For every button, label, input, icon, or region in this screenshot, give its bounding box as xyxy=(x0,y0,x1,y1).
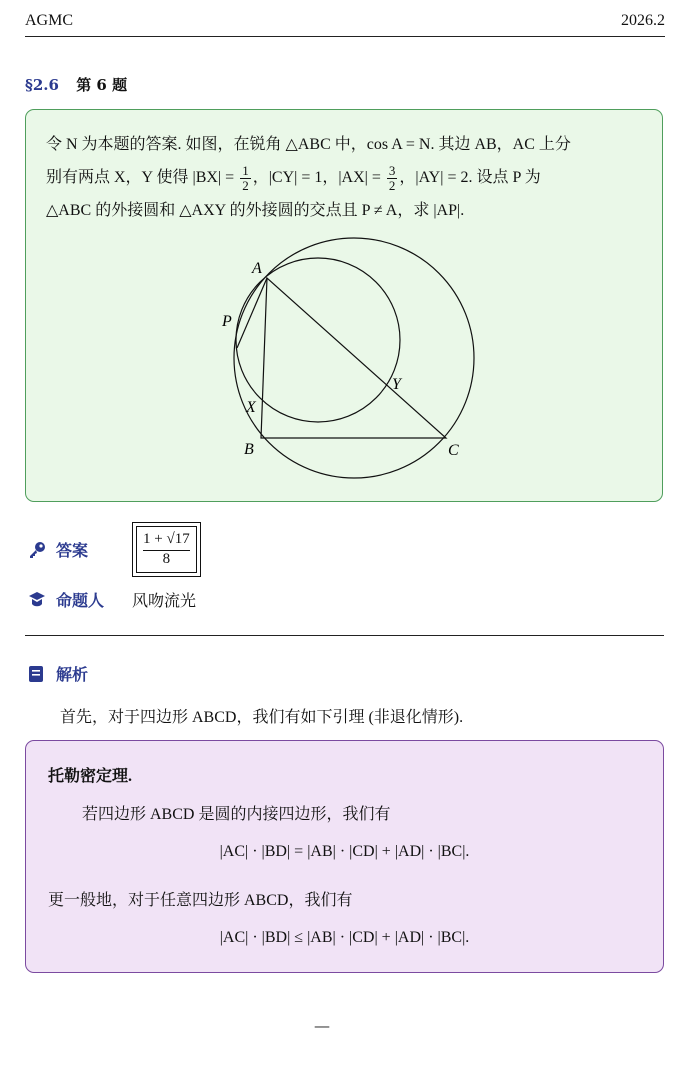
problem-line-2b: ，|CY| = 1，|AX| = xyxy=(252,169,385,186)
problem-line-2a: 别有两点 X，Y 使得 |BX| = xyxy=(46,169,239,186)
author-row xyxy=(28,588,196,611)
book-icon xyxy=(28,665,44,683)
geometry-figure xyxy=(26,110,664,503)
frac-num: 3 xyxy=(388,162,396,178)
divider xyxy=(25,635,664,636)
label-y: Y xyxy=(392,376,401,393)
segment-ap xyxy=(237,278,267,348)
graduation-cap-icon xyxy=(28,591,46,609)
section-heading xyxy=(25,74,127,95)
answer-row xyxy=(28,522,201,577)
analysis-heading xyxy=(28,662,88,685)
header-right: 2026.2 xyxy=(621,12,665,29)
theorem-equation-2: |AC| · |BD| ≤ |AB| · |CD| + |AD| · |BC|. xyxy=(219,929,470,946)
frac-den: 2 xyxy=(388,177,396,193)
answer-box xyxy=(132,522,201,577)
label-a: A xyxy=(252,260,262,277)
page-header xyxy=(25,12,665,37)
label-p: P xyxy=(222,313,232,330)
problem-line-1: 令 N 为本题的答案. 如图，在锐角 △ABC 中，cos A = N. 其边 AB，AC 上分 xyxy=(46,136,571,153)
key-icon xyxy=(28,541,46,559)
problem-box xyxy=(25,109,663,502)
author-name: 风吻流光 xyxy=(132,593,197,610)
theorem-equation-1: |AC| · |BD| = |AB| · |CD| + |AD| · |BC|. xyxy=(219,843,470,860)
section-number: §2.6 xyxy=(25,76,59,94)
frac-den: 2 xyxy=(242,177,249,193)
label-c: C xyxy=(448,442,459,459)
problem-line-2c: ，|AY| = 2. 设点 P 为 xyxy=(399,169,541,186)
analysis-label: 解析 xyxy=(56,665,89,684)
section-title: 第 6 题 xyxy=(76,76,128,94)
answer-fraction xyxy=(136,526,197,573)
theorem-line-2: 更一般地，对于任意四边形 ABCD，我们有 xyxy=(48,892,353,909)
label-b: B xyxy=(244,441,254,458)
analysis-intro: 首先，对于四边形 ABCD，我们有如下引理 (非退化情形). xyxy=(60,709,464,726)
theorem-line-1: 若四边形 ABCD 是圆的内接四边形，我们有 xyxy=(82,806,391,823)
problem-line-3: △ABC 的外接圆和 △AXY 的外接圆的交点且 P ≠ A，求 |AP|. xyxy=(46,202,465,219)
theorem-box xyxy=(25,740,664,973)
answer-denominator: 8 xyxy=(162,551,171,567)
answer-numerator: 1 + √17 xyxy=(143,531,190,551)
author-label: 命题人 xyxy=(56,593,105,610)
label-x: X xyxy=(246,399,256,416)
answer-label: 答案 xyxy=(56,543,89,560)
header-left: AGMC xyxy=(25,12,74,29)
page-number: — xyxy=(314,1016,330,1035)
frac-num: 1 xyxy=(242,162,249,178)
theorem-title: 托勒密定理. xyxy=(48,768,133,785)
